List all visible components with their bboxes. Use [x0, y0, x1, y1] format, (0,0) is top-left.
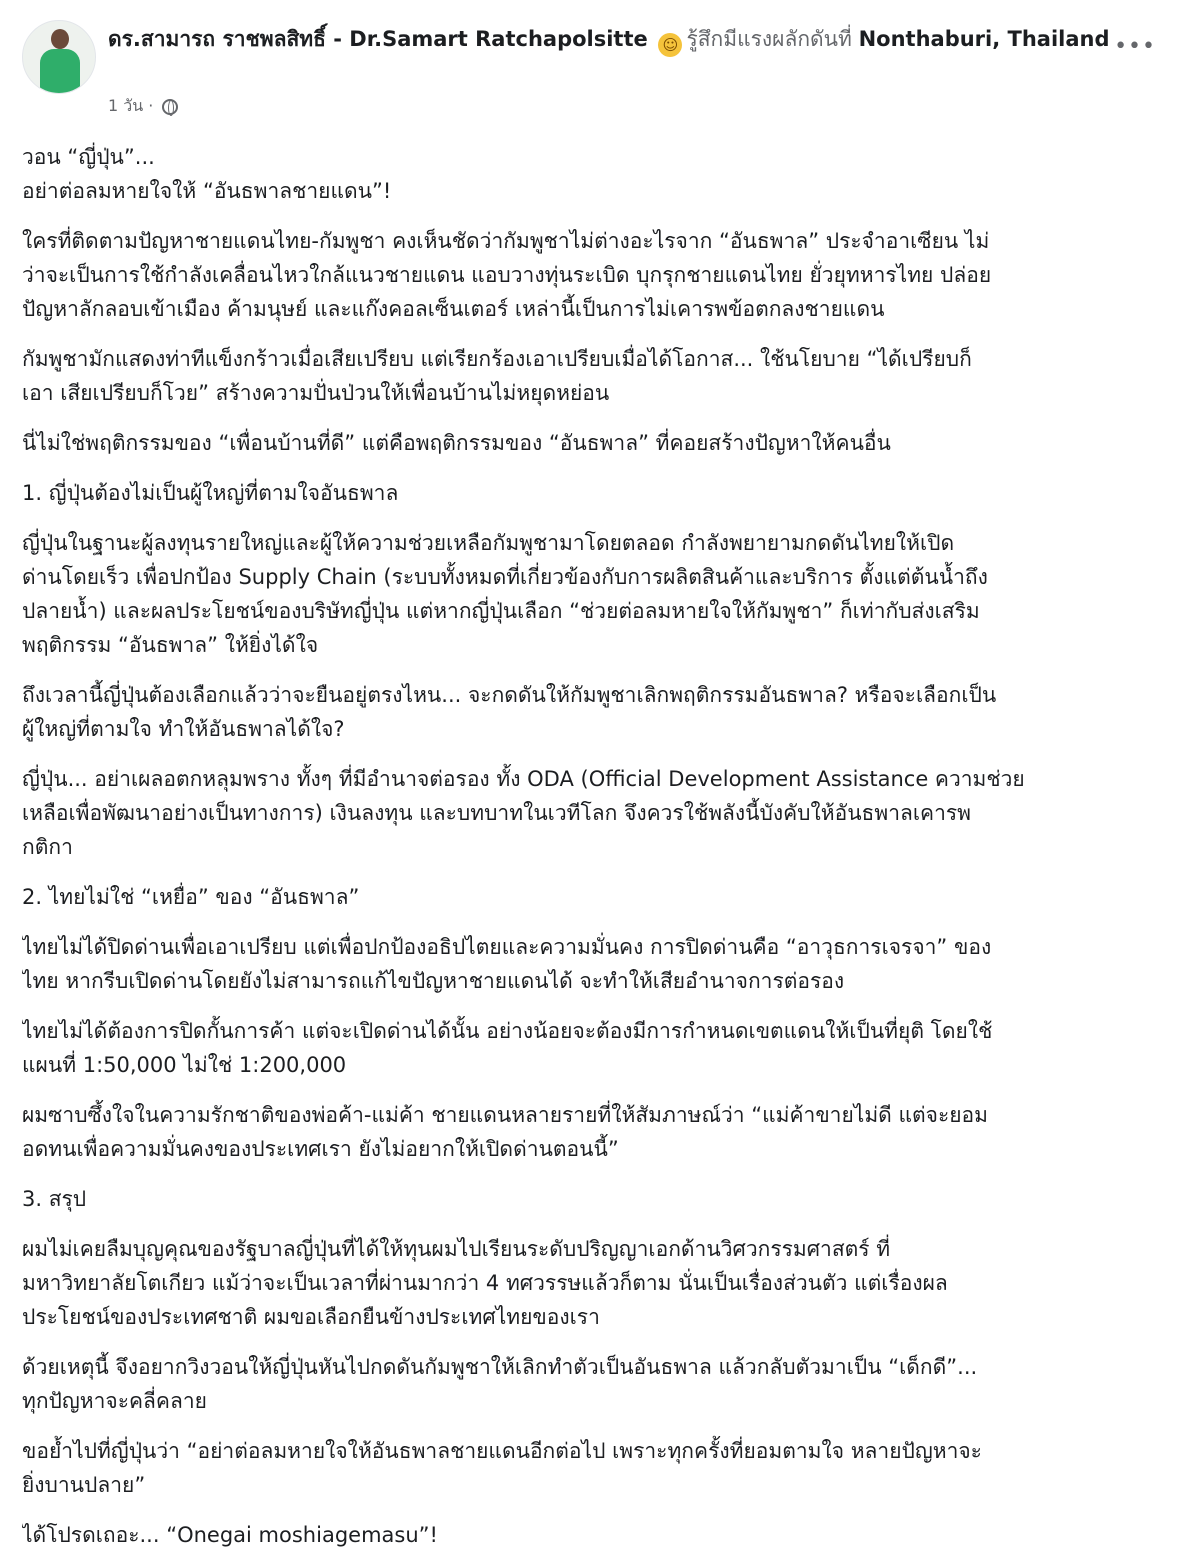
- avatar-head: [51, 29, 69, 49]
- post-header: [0, 0, 1200, 130]
- post-paragraph: [22, 1350, 1192, 1418]
- post-meta: [108, 94, 178, 119]
- paragraph-line: อย่าต่อลมหายใจให้ “อันธพาลชายแดน”!: [22, 179, 392, 203]
- post-paragraph: [22, 1232, 1192, 1334]
- paragraph-line: ว่าจะเป็นการใช้กำลังเคลื่อนไหวใกล้แนวชายแดน แอบวางทุ่นระเบิด บุกรุกชายแดนไทย ยั่วยุทหารไทย ปล่อย: [22, 263, 992, 287]
- post-timestamp[interactable]: 1 วัน: [108, 96, 144, 115]
- paragraph-line: ขอย้ำไปที่ญี่ปุ่นว่า “อย่าต่อลมหายใจให้อันธพาลชายแดนอีกต่อไป เพราะทุกครั้งที่ยอมตามใจ หลายปัญหาจะ: [22, 1439, 982, 1463]
- globe-icon: [162, 99, 178, 115]
- post-paragraph: [22, 1098, 1192, 1166]
- paragraph-line: ไทยไม่ได้ปิดด่านเพื่อเอาเปรียบ แต่เพื่อปกป้องอธิปไตยและความมั่นคง การปิดด่านคือ “อาวุธการเจรจา” ของ: [22, 935, 992, 959]
- post-paragraph: [22, 342, 1192, 410]
- paragraph-line: มหาวิทยาลัยโตเกียว แม้ว่าจะเป็นเวลาที่ผ่านมากว่า 4 ทศวรรษแล้วก็ตาม นั่นเป็นเรื่องส่วนตัว แต่เรื่องผล: [22, 1271, 948, 1295]
- avatar-body: [40, 49, 80, 94]
- meta-separator: ·: [148, 96, 154, 115]
- paragraph-line: ถึงเวลานี้ญี่ปุ่นต้องเลือกแล้วว่าจะยืนอยู่ตรงไหน... จะกดดันให้กัมพูชาเลิกพฤติกรรมอันธพาล? หรือจะเลือกเป็น: [22, 683, 997, 707]
- paragraph-line: ทุกปัญหาจะคลี่คลาย: [22, 1389, 207, 1413]
- paragraph-line: ไทย หากรีบเปิดด่านโดยยังไม่สามารถแก้ไขปัญหาชายแดนได้ จะทำให้เสียอำนาจการต่อรอง: [22, 969, 845, 993]
- paragraph-line: ประโยชน์ของประเทศชาติ ผมขอเลือกยืนข้างประเทศไทยของเรา: [22, 1305, 600, 1329]
- paragraph-line: อดทนเพื่อความมั่นคงของประเทศเรา ยังไม่อยากให้เปิดด่านตอนนี้”: [22, 1137, 619, 1161]
- paragraph-line: ปัญหาลักลอบเข้าเมือง ค้ามนุษย์ และแก๊งคอลเซ็นเตอร์ เหล่านี้เป็นการไม่เคารพข้อตกลงชายแดน: [22, 297, 885, 321]
- paragraph-line: 3. สรุป: [22, 1187, 87, 1211]
- post-paragraph: [22, 1014, 1192, 1082]
- author-name-link[interactable]: ดร.สามารถ ราชพลสิทธิ์ - Dr.Samart Ratchapolsitte: [108, 27, 648, 51]
- post-paragraph: [22, 224, 1192, 326]
- paragraph-line: ผมซาบซึ้งใจในความรักชาติของพ่อค้า-แม่ค้า ชายแดนหลายรายที่ให้สัมภาษณ์ว่า “แม่ค้าขายไม่ดี แต่จะยอม: [22, 1103, 988, 1127]
- paragraph-line: ญี่ปุ่น... อย่าเผลอตกหลุมพราง ทั้งๆ ที่มีอำนาจต่อรอง ทั้ง ODA (Official Development Assistance ความช่วย: [22, 767, 1025, 791]
- post-paragraph: [22, 762, 1192, 864]
- paragraph-line: กัมพูชามักแสดงท่าทีแข็งกร้าวเมื่อเสียเปรียบ แต่เรียกร้องเอาเปรียบเมื่อได้โอกาส... ใช้นโยบาย “ได้เปรียบก็: [22, 347, 972, 371]
- paragraph-line: ได้โปรดเถอะ... “Onegai moshiagemasu”!: [22, 1523, 438, 1547]
- post-paragraph: [22, 1434, 1192, 1502]
- post-paragraph: [22, 930, 1192, 998]
- paragraph-line: 2. ไทยไม่ใช่ “เหยื่อ” ของ “อันธพาล”: [22, 885, 360, 909]
- post-paragraph: [22, 1182, 1192, 1216]
- paragraph-line: นี่ไม่ใช่พฤติกรรมของ “เพื่อนบ้านที่ดี” แต่คือพฤติกรรมของ “อันธพาล” ที่คอยสร้างปัญหาให้คนอื่น: [22, 431, 891, 455]
- post-paragraph: [22, 880, 1192, 914]
- paragraph-line: ใครที่ติดตามปัญหาชายแดนไทย-กัมพูชา คงเห็นชัดว่ากัมพูชาไม่ต่างอะไรจาก “อันธพาล” ประจำอาเซียน ไม่: [22, 229, 990, 253]
- paragraph-line: ยิ่งบานปลาย”: [22, 1473, 146, 1497]
- paragraph-line: ผมไม่เคยลืมบุญคุณของรัฐบาลญี่ปุ่นที่ได้ให้ทุนผมไปเรียนระดับปริญญาเอกด้านวิศวกรรมศาสตร์ ที่: [22, 1237, 891, 1261]
- feeling-text: รู้สึกมีแรงผลักดันที่: [686, 27, 852, 51]
- post-body: [22, 140, 1192, 1568]
- paragraph-line: กติกา: [22, 835, 73, 859]
- paragraph-line: เอา เสียเปรียบก็โวย” สร้างความปั่นป่วนให้เพื่อนบ้านไม่หยุดหย่อน: [22, 381, 610, 405]
- post-paragraph: [22, 526, 1192, 662]
- paragraph-line: ด้วยเหตุนี้ จึงอยากวิงวอนให้ญี่ปุ่นหันไปกดดันกัมพูชาให้เลิกทำตัวเป็นอันธพาล แล้วกลับตัวมาเป็น “เด็กดี”...: [22, 1355, 978, 1379]
- paragraph-line: ผู้ใหญ่ที่ตามใจ ทำให้อันธพาลได้ใจ?: [22, 717, 345, 741]
- post-title-line: [108, 22, 1118, 57]
- paragraph-line: แผนที่ 1:50,000 ไม่ใช่ 1:200,000: [22, 1053, 347, 1077]
- paragraph-line: 1. ญี่ปุ่นต้องไม่เป็นผู้ใหญ่ที่ตามใจอันธพาล: [22, 481, 399, 505]
- post-paragraph: [22, 476, 1192, 510]
- paragraph-line: ด่านโดยเร็ว เพื่อปกป้อง Supply Chain (ระบบทั้งหมดที่เกี่ยวข้องกับการผลิตสินค้าและบริการ ตั้งแต่ต้นน้ำถึง: [22, 565, 988, 589]
- smiling-emoji-icon: ☺: [658, 33, 682, 57]
- more-options-button[interactable]: •••: [1114, 34, 1156, 59]
- paragraph-line: ญี่ปุ่นในฐานะผู้ลงทุนรายใหญ่และผู้ให้ความช่วยเหลือกัมพูชามาโดยตลอด กำลังพยายามกดดันไทยให้เปิด: [22, 531, 955, 555]
- post-paragraph: [22, 140, 1192, 208]
- author-avatar[interactable]: [22, 20, 96, 94]
- paragraph-line: ปลายน้ำ) และผลประโยชน์ของบริษัทญี่ปุ่น แต่หากญี่ปุ่นเลือก “ช่วยต่อลมหายใจให้กัมพูชา” ก็เท่ากับส่งเสริม: [22, 599, 980, 623]
- paragraph-line: ไทยไม่ได้ต้องการปิดกั้นการค้า แต่จะเปิดด่านได้นั้น อย่างน้อยจะต้องมีการกำหนดเขตแดนให้เป็นที่ยุติ โดยใช้: [22, 1019, 993, 1043]
- paragraph-line: พฤติกรรม “อันธพาล” ให้ยิ่งได้ใจ: [22, 633, 319, 657]
- paragraph-line: วอน “ญี่ปุ่น”...: [22, 145, 155, 169]
- post-paragraph: [22, 678, 1192, 746]
- location-link[interactable]: Nonthaburi, Thailand: [858, 27, 1110, 51]
- post-paragraph: [22, 426, 1192, 460]
- post-paragraph: [22, 1518, 1192, 1552]
- paragraph-line: เหลือเพื่อพัฒนาอย่างเป็นทางการ) เงินลงทุน และบทบาทในเวทีโลก จึงควรใช้พลังนี้บังคับให้อันธพาลเคารพ: [22, 801, 972, 825]
